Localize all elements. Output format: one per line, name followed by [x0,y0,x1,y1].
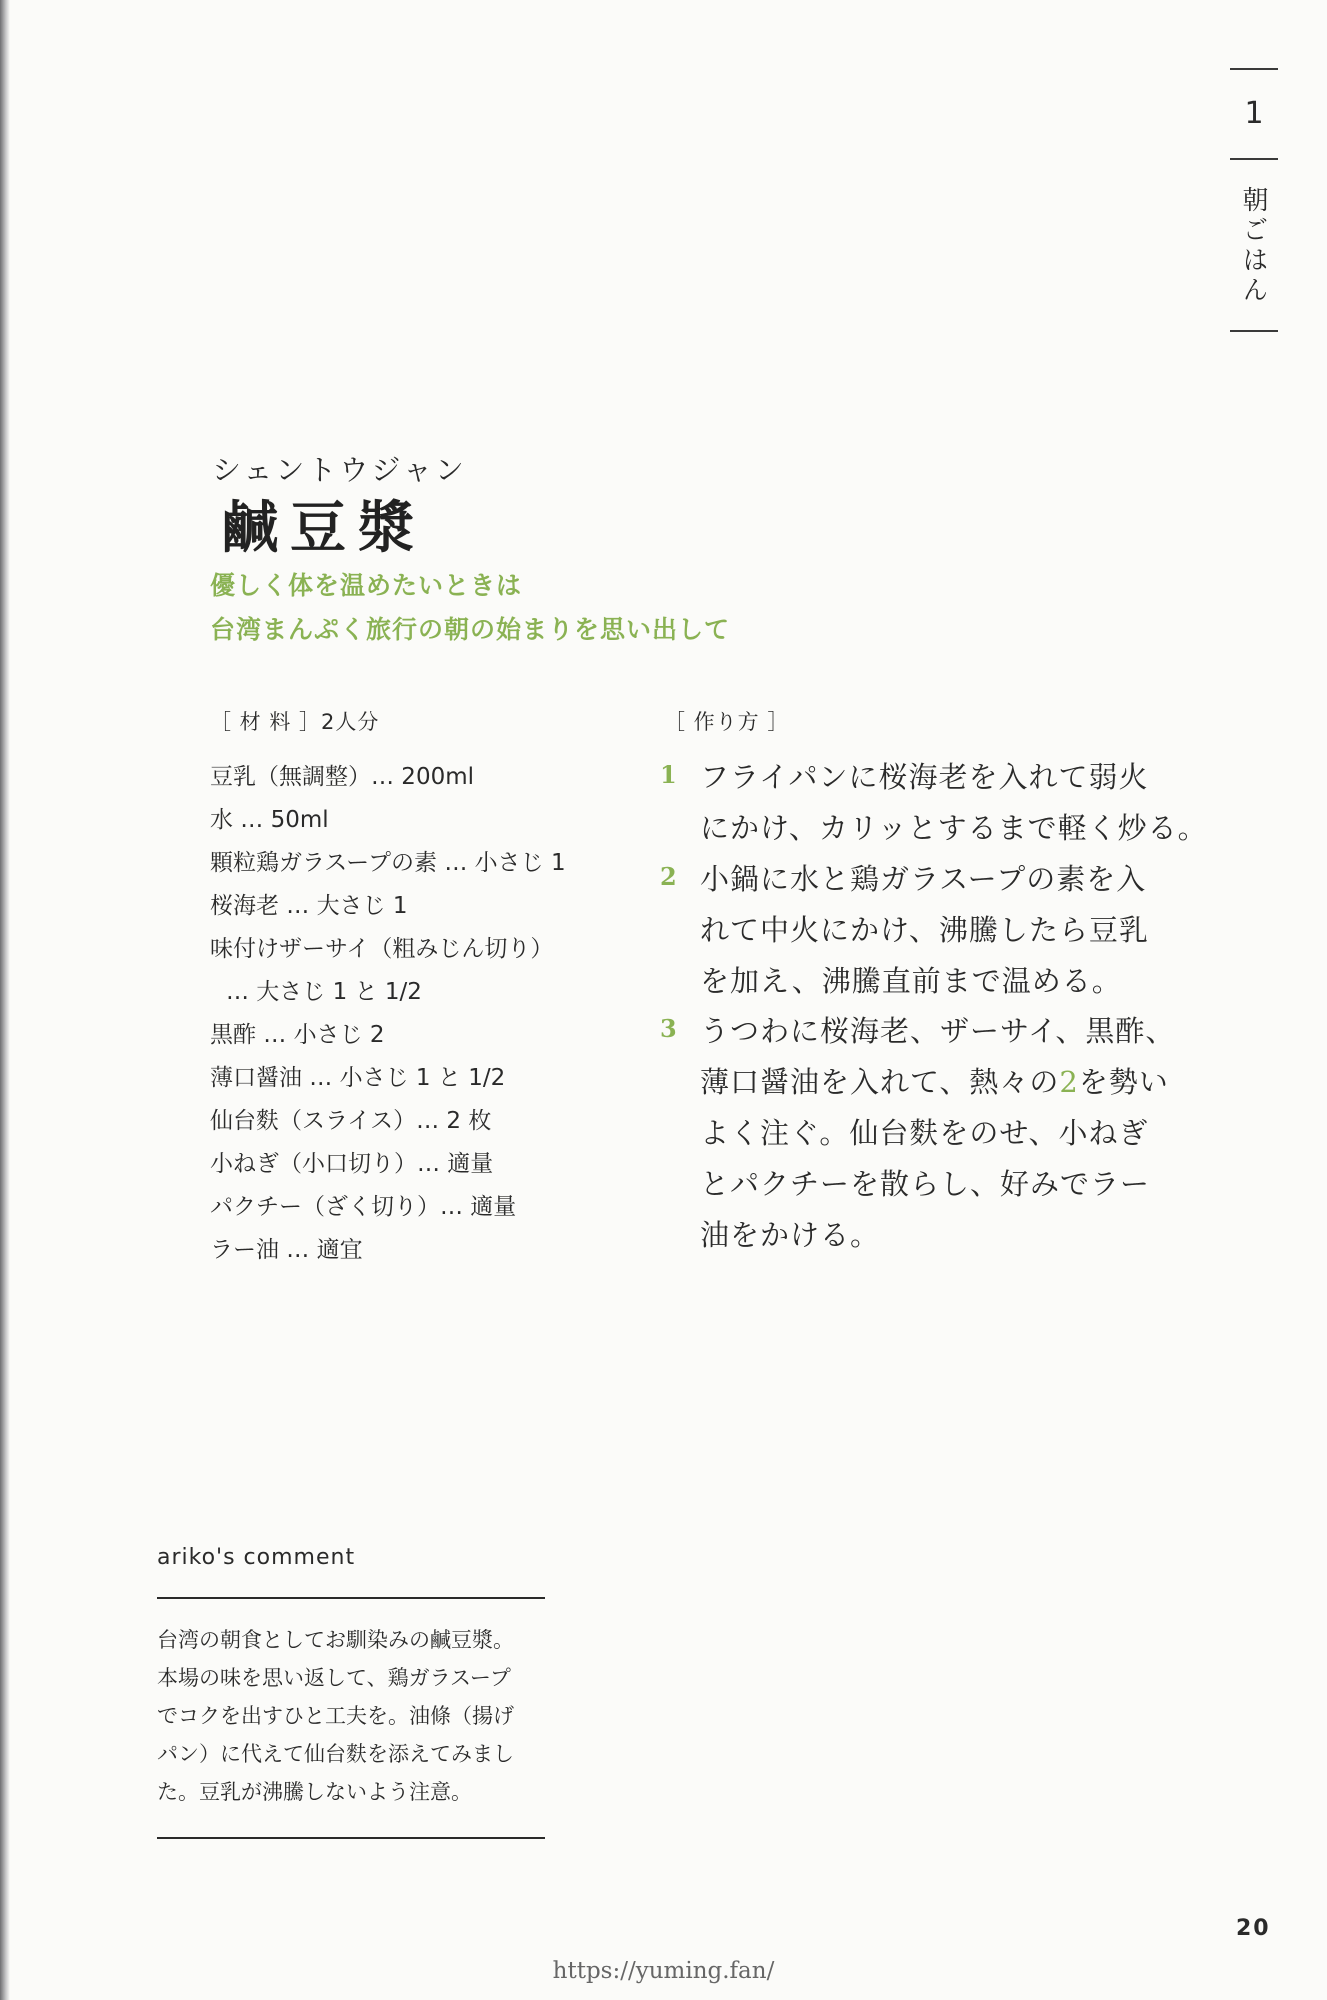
step-line [700,1057,1220,1108]
step-line-part: 薄口醤油を入れて、熱々の [700,1065,1060,1099]
step-line-part: を勢い [1078,1065,1169,1099]
ingredients-header: ［ 材 料 ］2人分 [210,710,380,734]
method-header: ［ 作り方 ］ [664,710,790,734]
step-line: うつわに桜海老、ザーサイ、黒酢、 [700,1014,1176,1048]
comment-body [157,1621,557,1811]
step-line: よく注ぐ。仙台麩をのせ、小ねぎ [700,1116,1149,1150]
ingredient-item: 薄口醤油 … 小さじ 1 と 1/2 [210,1065,506,1091]
comment-line: 本場の味を思い返して、鶏ガラスープ [157,1666,511,1690]
ingredient-item-continued: … 大さじ 1 と 1/2 [226,979,422,1005]
step-line: れて中火にかけ、沸騰したら豆乳 [700,913,1149,947]
ingredients-list [210,758,566,1274]
comment-line: パン）に代えて仙台麩を添えてみまし [157,1742,514,1766]
page-spine-shadow [0,0,10,2000]
step-line: を加え、沸騰直前まで温める。 [700,964,1122,998]
recipe-lead-line: 台湾まんぷく旅行の朝の始まりを思い出して [210,615,731,644]
recipe-title-ruby: シェントウジャン [212,453,467,487]
step-number: 2 [660,862,677,891]
comment-rule-bottom [157,1837,545,1839]
comment-line: でコクを出すひと工夫を。油條（揚げ [157,1704,514,1728]
ingredient-item: 味付けザーサイ（粗みじん切り） [210,936,554,962]
ingredient-item: 桜海老 … 大さじ 1 [210,893,408,919]
method-step [660,1006,1220,1261]
comment-rule-top [157,1597,545,1599]
step-line: にかけ、カリッとするまで軽く炒る。 [700,811,1208,845]
step-text [700,854,1220,1007]
footer-url: https://yuming.fan/ [552,1958,775,1984]
ingredient-item: パクチー（ざく切り）… 適量 [210,1194,517,1220]
ingredient-item: 黒酢 … 小さじ 2 [210,1022,385,1048]
step-line: 油をかける。 [700,1218,881,1252]
chapter-title: 朝ごはん [1238,186,1268,306]
step-text [700,1006,1220,1261]
step-reference-number: 2 [1059,1065,1079,1099]
comment-header: ariko's comment [157,1545,356,1570]
ingredient-item: 水 … 50ml [210,807,329,833]
step-number: 3 [660,1014,677,1043]
ingredient-item: 仙台麩（スライス）… 2 枚 [210,1108,492,1134]
comment-line: 台湾の朝食としてお馴染みの鹹豆漿。 [157,1628,514,1652]
method-step [660,752,1220,854]
comment-line: た。豆乳が沸騰しないよう注意。 [157,1780,472,1804]
method-step [660,854,1220,1007]
step-number: 1 [660,760,677,789]
ingredient-item: ラー油 … 適宜 [210,1237,363,1263]
page-number: 20 [1236,1916,1271,1941]
chapter-tab-rule-bottom [1230,330,1278,332]
step-line: 小鍋に水と鶏ガラスープの素を入 [700,862,1147,896]
ingredient-item: 小ねぎ（小口切り）… 適量 [210,1151,494,1177]
ingredient-item: 豆乳（無調整）… 200ml [210,764,475,790]
chapter-number: 1 [1244,96,1264,131]
chapter-tab-rule-top [1230,68,1278,70]
step-text [700,752,1220,854]
recipe-title: 鹹豆漿 [222,496,426,561]
ingredient-item: 顆粒鶏ガラスープの素 … 小さじ 1 [210,850,566,876]
step-line: フライパンに桜海老を入れて弱火 [700,760,1149,794]
step-line: とパクチーを散らし、好みでラー [700,1167,1151,1201]
chapter-tab-rule-middle [1230,158,1278,160]
recipe-lead-line: 優しく体を温めたいときは [210,571,523,600]
